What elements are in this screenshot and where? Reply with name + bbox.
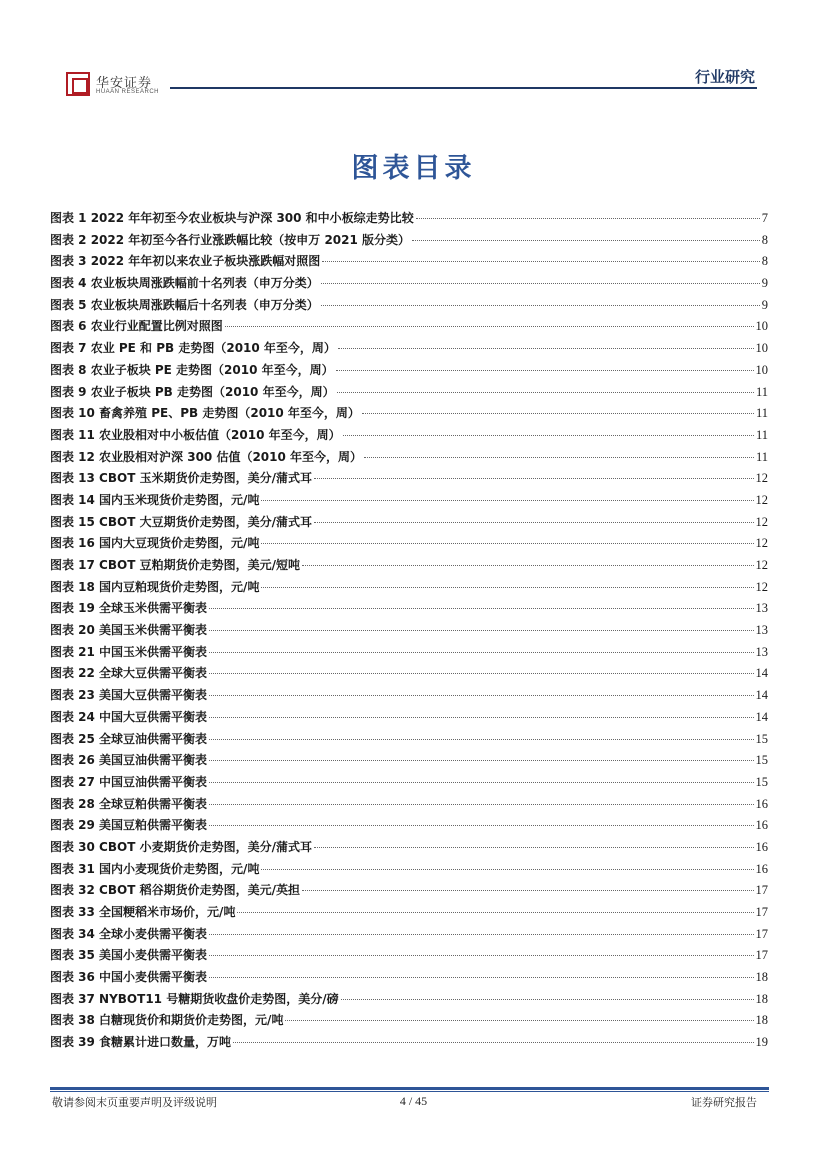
toc-item-label: 图表 26 美国豆油供需平衡表 [50,753,208,768]
toc-leader-dots [261,587,753,588]
toc-item-label: 图表 34 全球小麦供需平衡表 [50,926,208,941]
toc-item-page: 12 [755,492,768,507]
toc-item-label: 图表 24 中国大豆供需平衡表 [50,709,208,724]
toc-item[interactable] [50,946,768,968]
toc-item[interactable] [50,209,768,231]
toc-item-label: 图表 12 农业股相对沪深 300 估值（2010 年至今，周） [50,449,363,464]
toc-leader-dots [209,825,753,826]
toc-item-page: 10 [755,319,768,334]
toc-item-page: 13 [755,601,768,616]
toc-item-label: 图表 1 2022 年年初至今农业板块与沪深 300 和中小板综走势比较 [50,211,414,225]
toc-item-label: 图表 2 2022 年初至今各行业涨跌幅比较（按申万 2021 版分类） [50,232,411,247]
toc-item-label: 图表 9 农业子板块 PB 走势图（2010 年至今，周） [50,384,335,399]
toc-item-label: 图表 35 美国小麦供需平衡表 [50,948,208,963]
toc-item-page: 9 [761,297,768,312]
toc-leader-dots [322,261,759,262]
toc-item[interactable] [50,708,768,730]
toc-leader-dots [209,739,753,740]
toc-item-page: 12 [755,471,768,486]
toc-item-label: 图表 39 食糖累计进口数量，万吨 [50,1035,232,1050]
toc-item-page: 11 [755,406,768,421]
toc-item-page: 13 [755,623,768,638]
toc-item[interactable] [50,686,768,708]
toc-leader-dots [314,847,754,848]
toc-leader-dots [209,955,753,956]
toc-item[interactable] [50,664,768,686]
toc-item-label: 图表 18 国内豆粕现货价走势图，元/吨 [50,579,260,594]
toc-leader-dots [337,392,754,393]
toc-item[interactable] [50,751,768,773]
toc-item[interactable] [50,534,768,556]
toc-item-label: 图表 30 CBOT 小麦期货价走势图，美分/蒲式耳 [50,839,312,854]
logo-subtext: HUAAN RESEARCH [96,89,160,95]
toc-item-page: 12 [755,514,768,529]
toc-item-label: 图表 17 CBOT 豆粕期货价走势图，美元/短吨 [50,558,300,572]
toc-item-label: 图表 14 国内玉米现货价走势图，元/吨 [50,492,260,507]
table-of-figures [50,209,768,1055]
toc-item-label: 图表 3 2022 年年初以来农业子板块涨跌幅对照图 [50,254,321,269]
toc-leader-dots [314,478,754,479]
toc-item-label: 图表 15 CBOT 大豆期货价走势图，美分/蒲式耳 [50,514,312,529]
header-divider [170,87,757,89]
toc-leader-dots [321,283,760,284]
toc-item-label: 图表 38 白糖现货价和期货价走势图，元/吨 [50,1013,284,1028]
toc-item[interactable] [50,317,768,339]
toc-leader-dots [209,630,753,631]
toc-leader-dots [261,543,753,544]
toc-leader-dots [261,500,753,501]
toc-item-page: 17 [755,926,768,941]
toc-leader-dots [261,869,753,870]
toc-item-label: 图表 4 农业板块周涨跌幅前十名列表（申万分类） [50,276,319,291]
toc-item-page: 9 [761,276,768,291]
toc-leader-dots [237,912,753,913]
toc-item-page: 18 [755,1013,768,1028]
toc-item[interactable] [50,795,768,817]
toc-item[interactable] [50,274,768,296]
toc-item-label: 图表 10 畜禽养殖 PE、PB 走势图（2010 年至今，周） [50,406,360,421]
toc-item-label: 图表 32 CBOT 稻谷期货价走势图，美元/英担 [50,883,300,898]
toc-item-page: 15 [755,774,768,789]
toc-item[interactable] [50,1011,768,1033]
toc-leader-dots [321,305,760,306]
toc-item-label: 图表 37 NYBOT11 号糖期货收盘价走势图，美分/磅 [50,991,339,1006]
toc-item-page: 12 [755,579,768,594]
toc-item-label: 图表 29 美国豆粕供需平衡表 [50,818,208,833]
toc-item-page: 12 [755,536,768,551]
toc-leader-dots [362,413,754,414]
footer-disclaimer: 敬请参阅末页重要声明及评级说明 [52,1096,217,1109]
toc-item[interactable] [50,621,768,643]
toc-leader-dots [285,1020,753,1021]
toc-item[interactable] [50,339,768,361]
toc-item[interactable] [50,231,768,253]
toc-item-label: 图表 31 国内小麦现货价走势图，元/吨 [50,861,260,876]
toc-item-label: 图表 6 农业行业配置比例对照图 [50,319,223,334]
toc-item[interactable] [50,469,768,491]
toc-item-label: 图表 16 国内大豆现货价走势图，元/吨 [50,536,260,551]
toc-item[interactable] [50,903,768,925]
toc-leader-dots [209,695,753,696]
toc-item-page: 18 [755,970,768,985]
toc-item[interactable] [50,838,768,860]
toc-leader-dots [209,760,753,761]
toc-item-label: 图表 7 农业 PE 和 PB 走势图（2010 年至今，周） [50,341,336,356]
toc-item[interactable] [50,252,768,274]
company-logo [66,72,186,98]
toc-leader-dots [364,457,754,458]
toc-leader-dots [416,218,760,219]
toc-item-label: 图表 22 全球大豆供需平衡表 [50,666,208,681]
toc-item-label: 图表 27 中国豆油供需平衡表 [50,774,208,789]
toc-leader-dots [209,717,753,718]
toc-item-label: 图表 11 农业股相对中小板估值（2010 年至今，周） [50,427,341,442]
toc-leader-dots [343,435,754,436]
toc-item[interactable] [50,296,768,318]
footer-divider [50,1087,769,1090]
toc-item[interactable] [50,556,768,578]
toc-item-page: 11 [755,427,768,442]
page-title: 图表目录 [351,153,476,184]
toc-item[interactable] [50,816,768,838]
toc-item-page: 14 [755,688,768,703]
toc-item-page: 17 [755,883,768,898]
toc-item-page: 10 [755,341,768,356]
toc-item-page: 7 [761,211,768,225]
toc-leader-dots [209,977,753,978]
toc-leader-dots [302,565,754,566]
toc-leader-dots [314,522,754,523]
toc-item[interactable] [50,599,768,621]
toc-item-page: 8 [761,232,768,247]
toc-item-label: 图表 13 CBOT 玉米期货价走势图，美分/蒲式耳 [50,471,312,486]
toc-leader-dots [209,782,753,783]
toc-item-label: 图表 8 农业子板块 PE 走势图（2010 年至今，周） [50,362,334,377]
toc-item-label: 图表 33 全国粳稻米市场价，元/吨 [50,905,236,919]
toc-item[interactable] [50,925,768,947]
footer-report-type: 证券研究报告 [691,1096,757,1109]
toc-item-label: 图表 23 美国大豆供需平衡表 [50,688,208,703]
toc-item[interactable] [50,383,768,405]
toc-item[interactable] [50,448,768,470]
toc-item-page: 10 [755,362,768,377]
toc-item-page: 14 [755,709,768,724]
toc-item-label: 图表 28 全球豆粕供需平衡表 [50,796,208,811]
toc-leader-dots [209,608,753,609]
toc-item[interactable] [50,990,768,1012]
section-title: 行业研究 [694,68,755,86]
toc-item-page: 12 [755,558,768,572]
toc-leader-dots [302,890,754,891]
toc-item[interactable] [50,881,768,903]
toc-leader-dots [209,652,753,653]
toc-item[interactable] [50,578,768,600]
toc-item-page: 8 [761,254,768,269]
toc-item-label: 图表 5 农业板块周涨跌幅后十名列表（申万分类） [50,297,319,312]
toc-item[interactable] [50,491,768,513]
toc-leader-dots [338,348,754,349]
toc-leader-dots [412,240,760,241]
toc-item-page: 19 [755,1035,768,1050]
toc-item[interactable] [50,643,768,665]
toc-item-label: 图表 36 中国小麦供需平衡表 [50,970,208,985]
toc-item-page: 11 [755,449,768,464]
toc-item[interactable] [50,426,768,448]
toc-item[interactable] [50,361,768,383]
toc-leader-dots [233,1042,753,1043]
toc-item-page: 16 [755,861,768,876]
page-number: 4 / 45 [399,1094,428,1108]
logo-seal-icon [66,72,90,96]
toc-item-label: 图表 19 全球玉米供需平衡表 [50,601,208,616]
toc-item[interactable] [50,513,768,535]
toc-item[interactable] [50,860,768,882]
toc-item-page: 16 [755,839,768,854]
toc-leader-dots [225,326,754,327]
logo-text: 华安证券 [96,76,153,91]
toc-item-page: 13 [755,644,768,659]
toc-leader-dots [209,804,753,805]
toc-item-page: 15 [755,731,768,746]
toc-item-label: 图表 20 美国玉米供需平衡表 [50,623,208,638]
toc-item-label: 图表 21 中国玉米供需平衡表 [50,644,208,659]
toc-item-page: 16 [755,818,768,833]
toc-item[interactable] [50,1033,768,1055]
toc-item-page: 17 [755,948,768,963]
toc-item[interactable] [50,773,768,795]
toc-item[interactable] [50,730,768,752]
footer-divider-thin [50,1091,769,1092]
toc-leader-dots [209,934,753,935]
toc-item-label: 图表 25 全球豆油供需平衡表 [50,731,208,746]
toc-item-page: 16 [755,796,768,811]
toc-item-page: 18 [755,991,768,1006]
toc-leader-dots [209,673,753,674]
toc-item-page: 11 [755,384,768,399]
toc-item-page: 15 [755,753,768,768]
toc-item-page: 14 [755,666,768,681]
toc-leader-dots [336,370,754,371]
toc-item[interactable] [50,968,768,990]
toc-item[interactable] [50,404,768,426]
toc-leader-dots [341,999,754,1000]
toc-item-page: 17 [755,905,768,919]
